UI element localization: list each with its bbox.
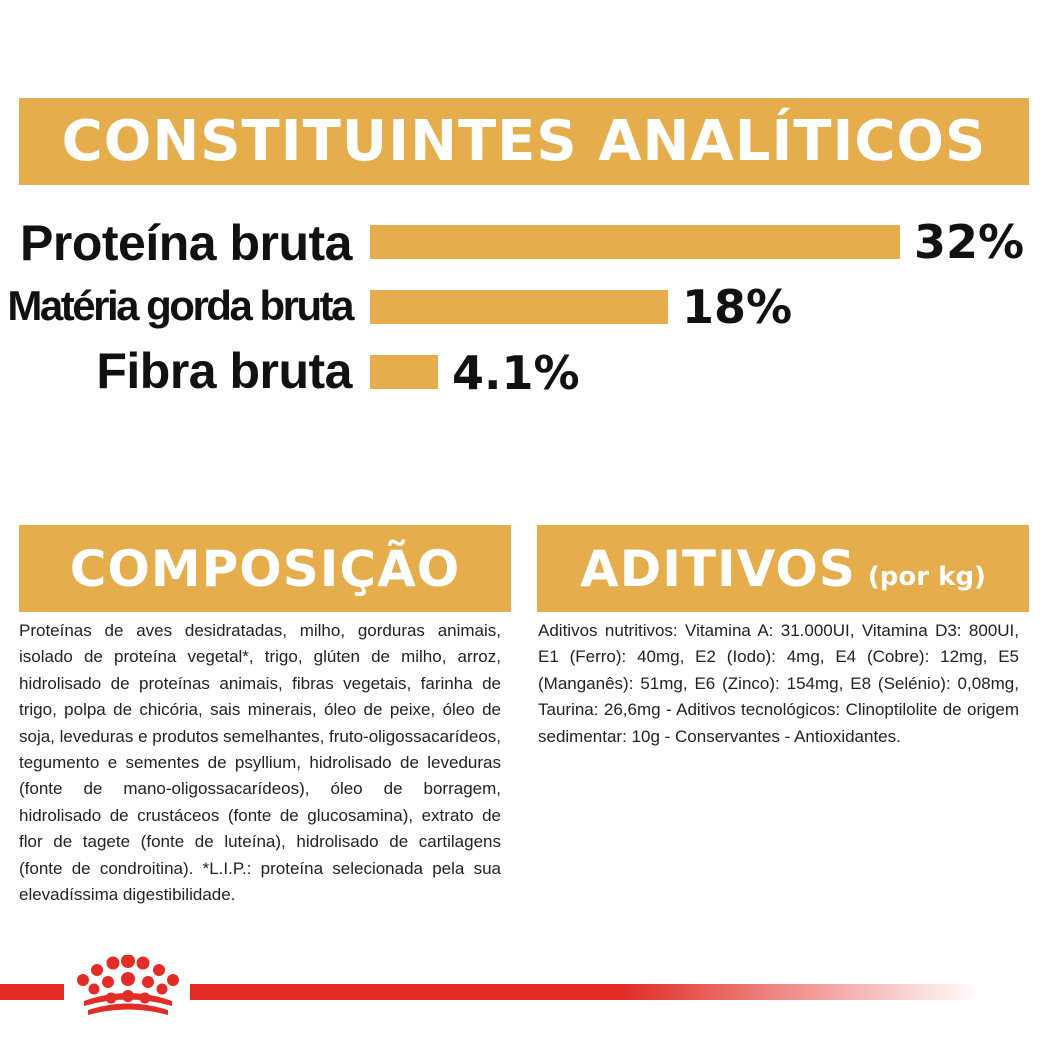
composition-text: Proteínas de aves desidratadas, milho, gorduras animais, isolado de proteína vegetal*, trigo, glúten de milho, arroz, hidrolisado de proteínas animais, fibras vegetais, farinha de trigo, polpa de chicória, sais minerais, óleo de peixe, óleo de soja, leveduras e produtos semelhantes, fruto-oligossacarídeos, tegumento e sementes de psyllium, hidrolisado de leveduras (fonte de mano-oligossacarídeos), óleo de borragem, hidrolisado de crustáceos (fonte de glucosamina), extrato de flor de tagete (fonte de luteína), hidrolisado de cartilagens (fonte de condroitina). *L.I.P.: proteína selecionada pela sua elevadíssima digestibilidade. (19, 621, 501, 905)
additives-subtitle: (por kg) (867, 561, 986, 592)
crown-icon (70, 955, 186, 1021)
fat-value: 18% (682, 280, 793, 334)
footer-stripe-left (0, 984, 64, 1000)
protein-bar (370, 225, 900, 259)
fiber-bar (370, 355, 438, 389)
analytic-title: CONSTITUINTES ANALÍTICOS (61, 109, 987, 174)
fiber-label: Fibra bruta (96, 343, 352, 399)
composition-title: COMPOSIÇÃO (69, 539, 461, 598)
protein-value: 32% (914, 215, 1025, 269)
additives-title-banner (537, 525, 1029, 612)
fat-label: Matéria gorda bruta (7, 282, 352, 329)
additives-text: Aditivos nutritivos: Vitamina A: 31.000UI, Vitamina D3: 800UI, E1 (Ferro): 40mg, E2 (Iodo): 4mg, E4 (Cobre): 12mg, E5 (Manganês): 51mg, E6 (Zinco): 154mg, E8 (Selénio): 0,08mg, Taurina: 26,6mg - Aditivos tecnológicos: Clinoptilolite de origem sedimentar: 10g - Conservantes - Antioxidantes. (538, 621, 1019, 746)
analytic-title-banner (19, 98, 1029, 185)
footer-stripe-right (190, 984, 980, 1000)
protein-label: Proteína bruta (20, 215, 352, 271)
additives-title: ADITIVOS (580, 539, 856, 598)
composition-title-banner (19, 525, 511, 612)
fat-bar (370, 290, 668, 324)
fiber-value: 4.1% (452, 346, 580, 400)
